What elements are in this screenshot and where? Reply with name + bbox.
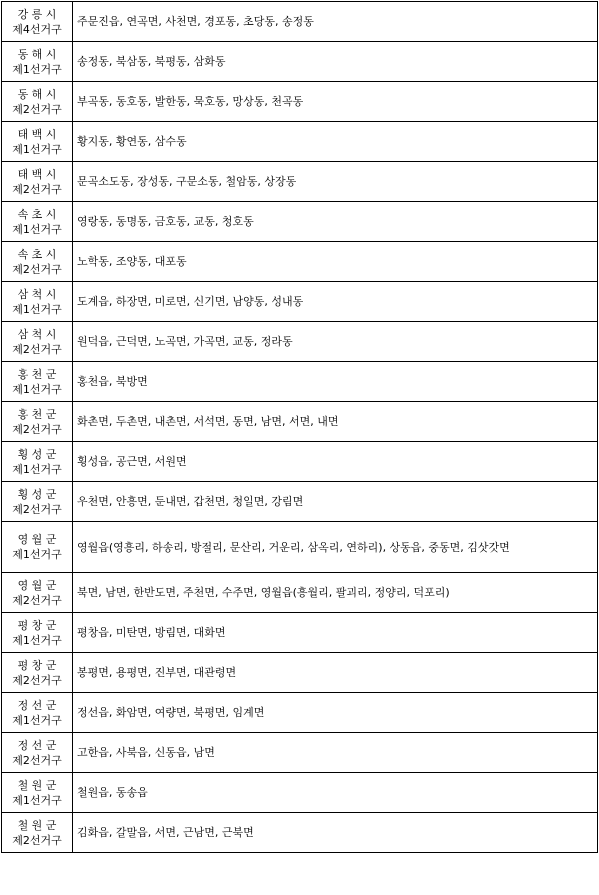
area-cell: 부곡동, 동호동, 발한동, 묵호동, 망상동, 천곡동 xyxy=(73,82,598,122)
constituency-name: 제1선거구 xyxy=(12,382,62,396)
district-name: 태 백 시 xyxy=(17,167,57,181)
district-name: 철 원 군 xyxy=(17,778,57,792)
district-cell xyxy=(2,2,73,42)
table-row xyxy=(2,122,598,162)
district-cell xyxy=(2,573,73,613)
area-cell: 우천면, 안흥면, 둔내면, 갑천면, 청일면, 강림면 xyxy=(73,482,598,522)
area-cell: 횡성읍, 공근면, 서원면 xyxy=(73,442,598,482)
district-name: 속 초 시 xyxy=(17,207,57,221)
constituency-name: 제2선거구 xyxy=(12,342,62,356)
table-row xyxy=(2,573,598,613)
district-cell xyxy=(2,733,73,773)
area-cell: 정선읍, 화암면, 여량면, 북평면, 임계면 xyxy=(73,693,598,733)
district-cell xyxy=(2,202,73,242)
table-row xyxy=(2,242,598,282)
area-cell: 평창읍, 미탄면, 방림면, 대화면 xyxy=(73,613,598,653)
table-row xyxy=(2,482,598,522)
constituency-name: 제2선거구 xyxy=(12,502,62,516)
area-cell: 영월읍(영흥리, 하송리, 방절리, 문산리, 거운리, 삼옥리, 연하리), 상동읍, 중동면, 김삿갓면 xyxy=(73,522,598,573)
constituency-table-body xyxy=(2,2,598,853)
constituency-name: 제2선거구 xyxy=(12,102,62,116)
area-cell: 주문진읍, 연곡면, 사천면, 경포동, 초당동, 송정동 xyxy=(73,2,598,42)
district-cell xyxy=(2,613,73,653)
area-cell: 도계읍, 하장면, 미로면, 신기면, 남양동, 성내동 xyxy=(73,282,598,322)
district-name: 태 백 시 xyxy=(17,127,57,141)
area-cell: 화촌면, 두촌면, 내촌면, 서석면, 동면, 남면, 서면, 내면 xyxy=(73,402,598,442)
table-row xyxy=(2,282,598,322)
district-cell xyxy=(2,42,73,82)
table-row xyxy=(2,813,598,853)
area-cell: 원덕읍, 근덕면, 노곡면, 가곡면, 교동, 정라동 xyxy=(73,322,598,362)
constituency-name: 제1선거구 xyxy=(12,62,62,76)
district-name: 철 원 군 xyxy=(17,818,57,832)
table-row xyxy=(2,693,598,733)
constituency-name: 제2선거구 xyxy=(12,422,62,436)
district-cell xyxy=(2,653,73,693)
district-name: 속 초 시 xyxy=(17,247,57,261)
constituency-name: 제1선거구 xyxy=(12,713,62,727)
constituency-name: 제1선거구 xyxy=(12,142,62,156)
district-name: 정 선 군 xyxy=(17,738,57,752)
table-row xyxy=(2,202,598,242)
district-cell xyxy=(2,773,73,813)
district-name: 횡 성 군 xyxy=(17,447,57,461)
area-cell: 노학동, 조양동, 대포동 xyxy=(73,242,598,282)
table-row xyxy=(2,653,598,693)
area-cell: 김화읍, 갈말읍, 서면, 근남면, 근북면 xyxy=(73,813,598,853)
table-row xyxy=(2,2,598,42)
table-row xyxy=(2,322,598,362)
table-row xyxy=(2,402,598,442)
table-row xyxy=(2,82,598,122)
district-cell xyxy=(2,162,73,202)
district-cell xyxy=(2,122,73,162)
constituency-name: 제2선거구 xyxy=(12,593,62,607)
district-cell xyxy=(2,482,73,522)
district-name: 횡 성 군 xyxy=(17,487,57,501)
district-cell xyxy=(2,522,73,573)
district-name: 동 해 시 xyxy=(17,87,57,101)
table-row xyxy=(2,613,598,653)
district-cell xyxy=(2,282,73,322)
district-name: 영 월 군 xyxy=(17,578,57,592)
constituency-name: 제1선거구 xyxy=(12,548,62,561)
area-cell: 고한읍, 사북읍, 신동읍, 남면 xyxy=(73,733,598,773)
constituency-name: 제2선거구 xyxy=(12,673,62,687)
constituency-name: 제1선거구 xyxy=(12,302,62,316)
district-name: 정 선 군 xyxy=(17,698,57,712)
table-row xyxy=(2,162,598,202)
district-cell xyxy=(2,402,73,442)
district-name: 평 창 군 xyxy=(17,618,57,632)
constituency-table xyxy=(1,1,598,853)
district-cell xyxy=(2,813,73,853)
area-cell: 문곡소도동, 장성동, 구문소동, 철암동, 상장동 xyxy=(73,162,598,202)
table-row xyxy=(2,362,598,402)
area-cell: 영랑동, 동명동, 금호동, 교동, 청호동 xyxy=(73,202,598,242)
area-cell: 홍천읍, 북방면 xyxy=(73,362,598,402)
constituency-name: 제2선거구 xyxy=(12,182,62,196)
district-cell xyxy=(2,322,73,362)
table-row xyxy=(2,773,598,813)
district-name: 홍 천 군 xyxy=(17,407,57,421)
district-name: 삼 척 시 xyxy=(17,287,57,301)
constituency-name: 제1선거구 xyxy=(12,462,62,476)
area-cell: 북면, 남면, 한반도면, 주천면, 수주면, 영월읍(흥월리, 팔괴리, 정양리, 덕포리) xyxy=(73,573,598,613)
constituency-name: 제4선거구 xyxy=(12,22,62,36)
district-name: 동 해 시 xyxy=(17,47,57,61)
table-row xyxy=(2,442,598,482)
table-row xyxy=(2,733,598,773)
district-cell xyxy=(2,242,73,282)
table-row xyxy=(2,42,598,82)
area-cell: 봉평면, 용평면, 진부면, 대관령면 xyxy=(73,653,598,693)
area-cell: 황지동, 황연동, 삼수동 xyxy=(73,122,598,162)
district-name: 삼 척 시 xyxy=(17,327,57,341)
area-cell: 송정동, 북삼동, 북평동, 삼화동 xyxy=(73,42,598,82)
constituency-name: 제2선거구 xyxy=(12,262,62,276)
district-name: 평 창 군 xyxy=(17,658,57,672)
district-name: 영 월 군 xyxy=(17,533,57,546)
area-cell: 철원읍, 동송읍 xyxy=(73,773,598,813)
constituency-name: 제2선거구 xyxy=(12,753,62,767)
district-cell xyxy=(2,442,73,482)
constituency-name: 제1선거구 xyxy=(12,633,62,647)
table-row xyxy=(2,522,598,573)
constituency-name: 제1선거구 xyxy=(12,222,62,236)
district-cell xyxy=(2,362,73,402)
district-name: 강 릉 시 xyxy=(17,7,57,21)
constituency-name: 제2선거구 xyxy=(12,833,62,847)
constituency-name: 제1선거구 xyxy=(12,793,62,807)
district-cell xyxy=(2,82,73,122)
district-name: 홍 천 군 xyxy=(17,367,57,381)
district-cell xyxy=(2,693,73,733)
